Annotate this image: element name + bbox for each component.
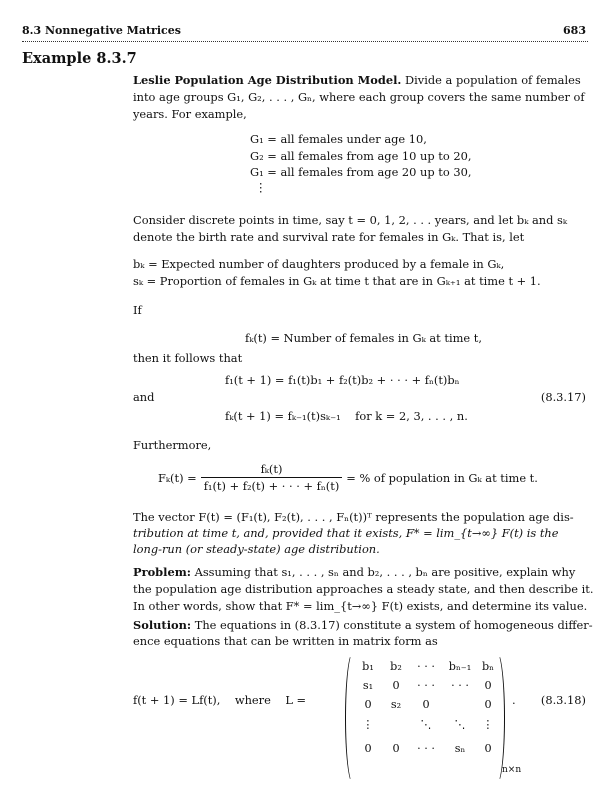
definition-birth-rate: bₖ = Expected number of daughters produced by a female in Gₖ,: [133, 257, 505, 271]
equation-number-8-3-18: (8.3.18): [540, 693, 586, 707]
problem-label: Problem:: [133, 565, 191, 579]
intro-line-2: into age groups G₁, G₂, . . . , Gₙ, where each group covers the same number of: [133, 90, 585, 104]
matrix-cell-4-2: · · ·: [417, 742, 435, 755]
consider-line-1: Consider discrete points in time, say t = 0, 1, 2, . . . years, and let bₖ and sₖ: [133, 213, 568, 227]
matrix-cell-2-4: 0: [484, 698, 492, 711]
fraction: [201, 462, 343, 493]
definition-survival-rate: sₖ = Proportion of females in Gₖ at time t that are in Gₖ₊₁ at time t + 1.: [133, 274, 541, 288]
matrix-cell-3-2: ⋱: [420, 718, 432, 731]
vector-line-3: long-run (or steady-state) age distribution.: [133, 542, 380, 556]
matrix-cell-2-0: 0: [364, 698, 372, 711]
matrix-subscript: n×n: [502, 765, 522, 775]
then-follows: then it follows that: [133, 351, 243, 365]
matrix-period: .: [512, 693, 516, 707]
solution-line-2: ence equations that can be written in matrix form as: [133, 634, 438, 648]
matrix-cell-4-1: 0: [392, 742, 400, 755]
group-1: G₁ = all females under age 10,: [250, 132, 427, 146]
problem-line-1: [133, 565, 575, 579]
fraction-denominator: f₁(t) + f₂(t) + · · · + fₙ(t): [203, 479, 340, 493]
matrix-cell-4-0: 0: [364, 742, 372, 755]
furthermore-word: Furthermore,: [133, 438, 212, 452]
group-3: G₁ = all females from age 20 up to 30,: [250, 165, 472, 179]
matrix-equation-lhs: f(t + 1) = Lf(t), where L =: [133, 693, 307, 707]
matrix-cell-0-3: bₙ₋₁: [448, 660, 472, 673]
and-word: and: [133, 390, 155, 404]
vector-line-2: tribution at time t, and, provided that it exists, F* = lim_{t→∞} F(t) is the: [133, 526, 559, 540]
vector-line-1: The vector F(t) = (F₁(t), F₂(t), . . . , Fₙ(t))ᵀ represents the population age dis-: [133, 510, 574, 524]
matrix-cell-1-3: · · ·: [451, 679, 469, 692]
header-rule: [22, 41, 588, 42]
matrix-cell-0-2: · · ·: [417, 660, 435, 673]
example-label: Example 8.3.7: [22, 50, 137, 67]
group-2: G₂ = all females from age 10 up to 20,: [250, 149, 472, 163]
fraction-numerator: fₖ(t): [201, 462, 343, 478]
matrix-cell-0-0: b₁: [362, 660, 374, 673]
matrix-cell-2-2: 0: [422, 698, 430, 711]
matrix-cell-1-0: s₁: [362, 679, 374, 692]
fraction-rhs: = % of population in Gₖ at time t.: [346, 470, 538, 485]
group-vdots: ⋮: [255, 180, 267, 194]
matrix-cell-2-1: s₂: [390, 698, 402, 711]
matrix-cell-0-4: bₙ: [481, 660, 494, 673]
solution-line-1: [133, 618, 593, 632]
solution-label: Solution:: [133, 618, 192, 632]
problem-line-2: the population age distribution approaches a steady state, and then describe it.: [133, 582, 594, 596]
fk-definition: fₖ(t) = Number of females in Gₖ at time t,: [245, 331, 482, 345]
consider-line-2: denote the birth rate and survival rate for females in Gₖ. That is, let: [133, 230, 525, 244]
intro-line-3: years. For example,: [133, 107, 247, 121]
problem-line-1-text: Assuming that s₁, . . . , sₙ and b₂, . . . , bₙ are positive, explain why: [194, 565, 576, 579]
equation-recurrence: fₖ(t + 1) = fₖ₋₁(t)sₖ₋₁ for k = 2, 3, . . . , n.: [225, 409, 468, 423]
matrix-cell-3-3: ⋱: [454, 718, 466, 731]
matrix-cell-3-0: ⋮: [362, 718, 374, 731]
running-header-section: 8.3 Nonnegative Matrices: [22, 24, 181, 37]
intro-line-1: [133, 73, 581, 87]
matrix-cell-4-4: 0: [484, 742, 492, 755]
example-title: Leslie Population Age Distribution Model.: [133, 73, 402, 87]
equation-first-group: f₁(t + 1) = f₁(t)b₁ + f₂(t)b₂ + · · · + fₙ(t)bₙ: [225, 373, 460, 387]
matrix-cell-3-4: ⋮: [482, 718, 494, 731]
matrix-cell-1-1: 0: [392, 679, 400, 692]
leslie-matrix: [345, 652, 505, 782]
matrix-cell-0-1: b₂: [390, 660, 402, 673]
matrix-cell-1-2: · · ·: [417, 679, 435, 692]
problem-line-3: In other words, show that F* = lim_{t→∞} F(t) exists, and determine its value.: [133, 599, 588, 613]
matrix-cell-4-3: sₙ: [454, 742, 466, 755]
page-number: 683: [563, 24, 586, 37]
solution-line-1-text: The equations in (8.3.17) constitute a system of homogeneous differ-: [194, 618, 593, 632]
fraction-equation: [158, 462, 538, 493]
equation-number-8-3-17: (8.3.17): [540, 390, 586, 404]
matrix-cell-1-4: 0: [484, 679, 492, 692]
fraction-lhs: Fₖ(t) =: [158, 470, 197, 485]
intro-line-1-rest: Divide a population of females: [405, 73, 581, 87]
if-word: If: [133, 303, 142, 317]
